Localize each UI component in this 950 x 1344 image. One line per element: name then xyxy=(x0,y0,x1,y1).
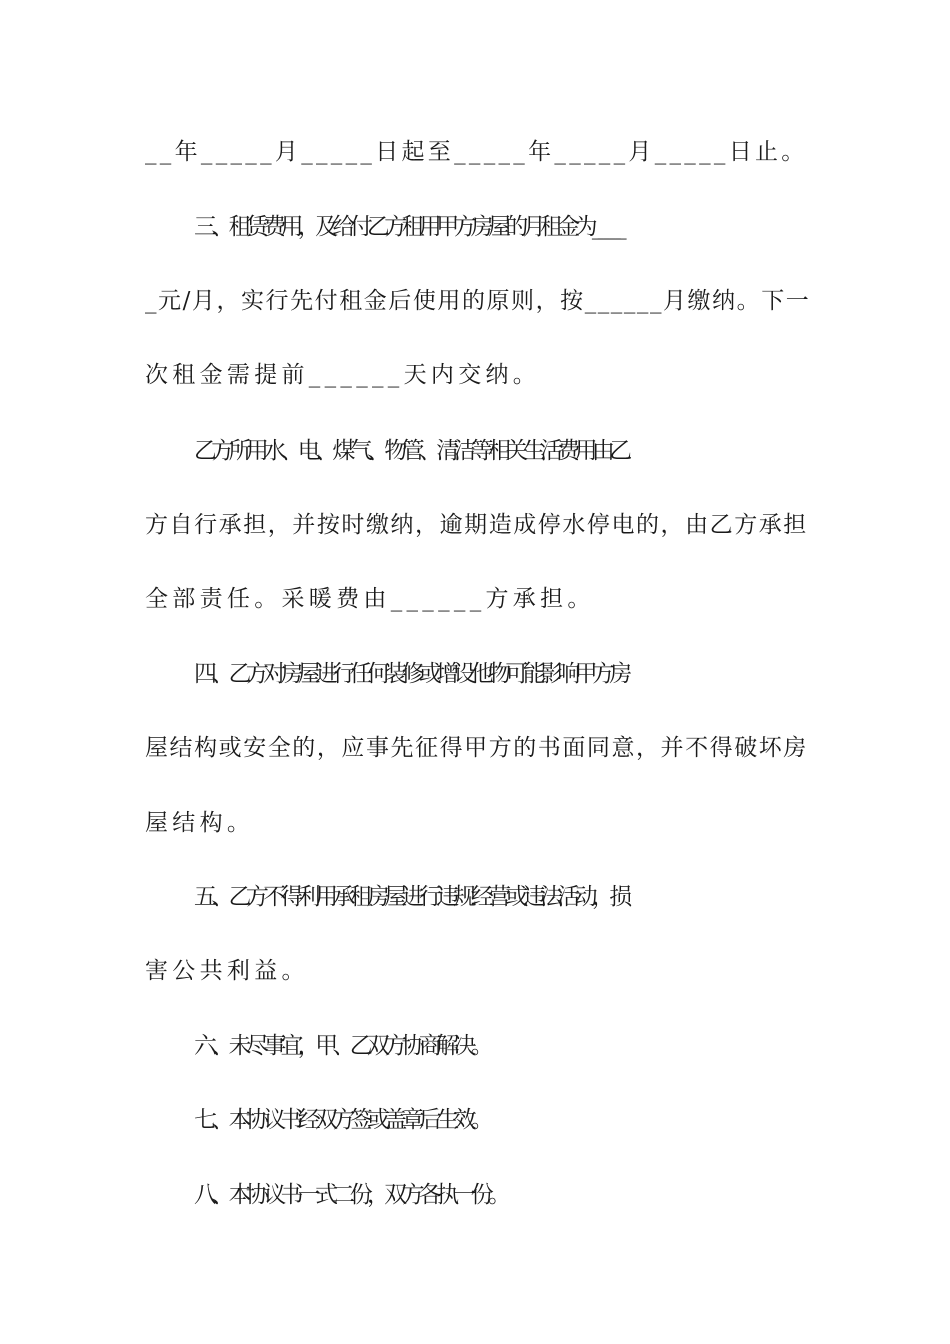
text-line-heating-fee: 全部责任。采暖费由______方承担。 xyxy=(145,586,595,612)
text-line-term-dates: __年_____月_____日起至_____年_____月_____日止。 xyxy=(145,139,808,165)
text-line-clause-3: 三、租赁费用，及给付乙方租用甲方房屋的月租金为_____ xyxy=(194,214,621,240)
text-line-clause-7: 七、本协议书经双方签或盖章后生效。 xyxy=(194,1107,489,1133)
text-line-clause-5-end: 害公共利益。 xyxy=(145,958,309,984)
text-line-rent-advance: 次租金需提前______天内交纳。 xyxy=(145,362,541,388)
text-line-clause-4: 四、乙方对房屋进行任何装修或增设他物可能影响甲方房 xyxy=(194,661,627,687)
text-line-utilities: 乙方所用水、电、煤气、物管、清洁等相关生活费用由乙 xyxy=(194,438,627,464)
text-line-clause-8: 八、本协议书一式二份，双方各执一份。 xyxy=(194,1182,506,1208)
text-line-rent-terms: _元/月，实行先付租金后使用的原则，按______月缴纳。下一 xyxy=(145,288,811,314)
text-line-utilities-cont: 方自行承担，并按时缴纳，逾期造成停水停电的，由乙方承担 xyxy=(145,512,808,538)
text-line-clause-6: 六、未尽事宜，甲、乙双方协商解决。 xyxy=(194,1033,489,1059)
text-line-clause-5: 五、乙方不得利用承租房屋进行违规经营或违法活动，损 xyxy=(194,884,627,910)
text-line-clause-4-end: 屋结构。 xyxy=(145,810,255,836)
text-line-clause-4-cont: 屋结构或安全的，应事先征得甲方的书面同意，并不得破坏房 xyxy=(145,735,808,761)
